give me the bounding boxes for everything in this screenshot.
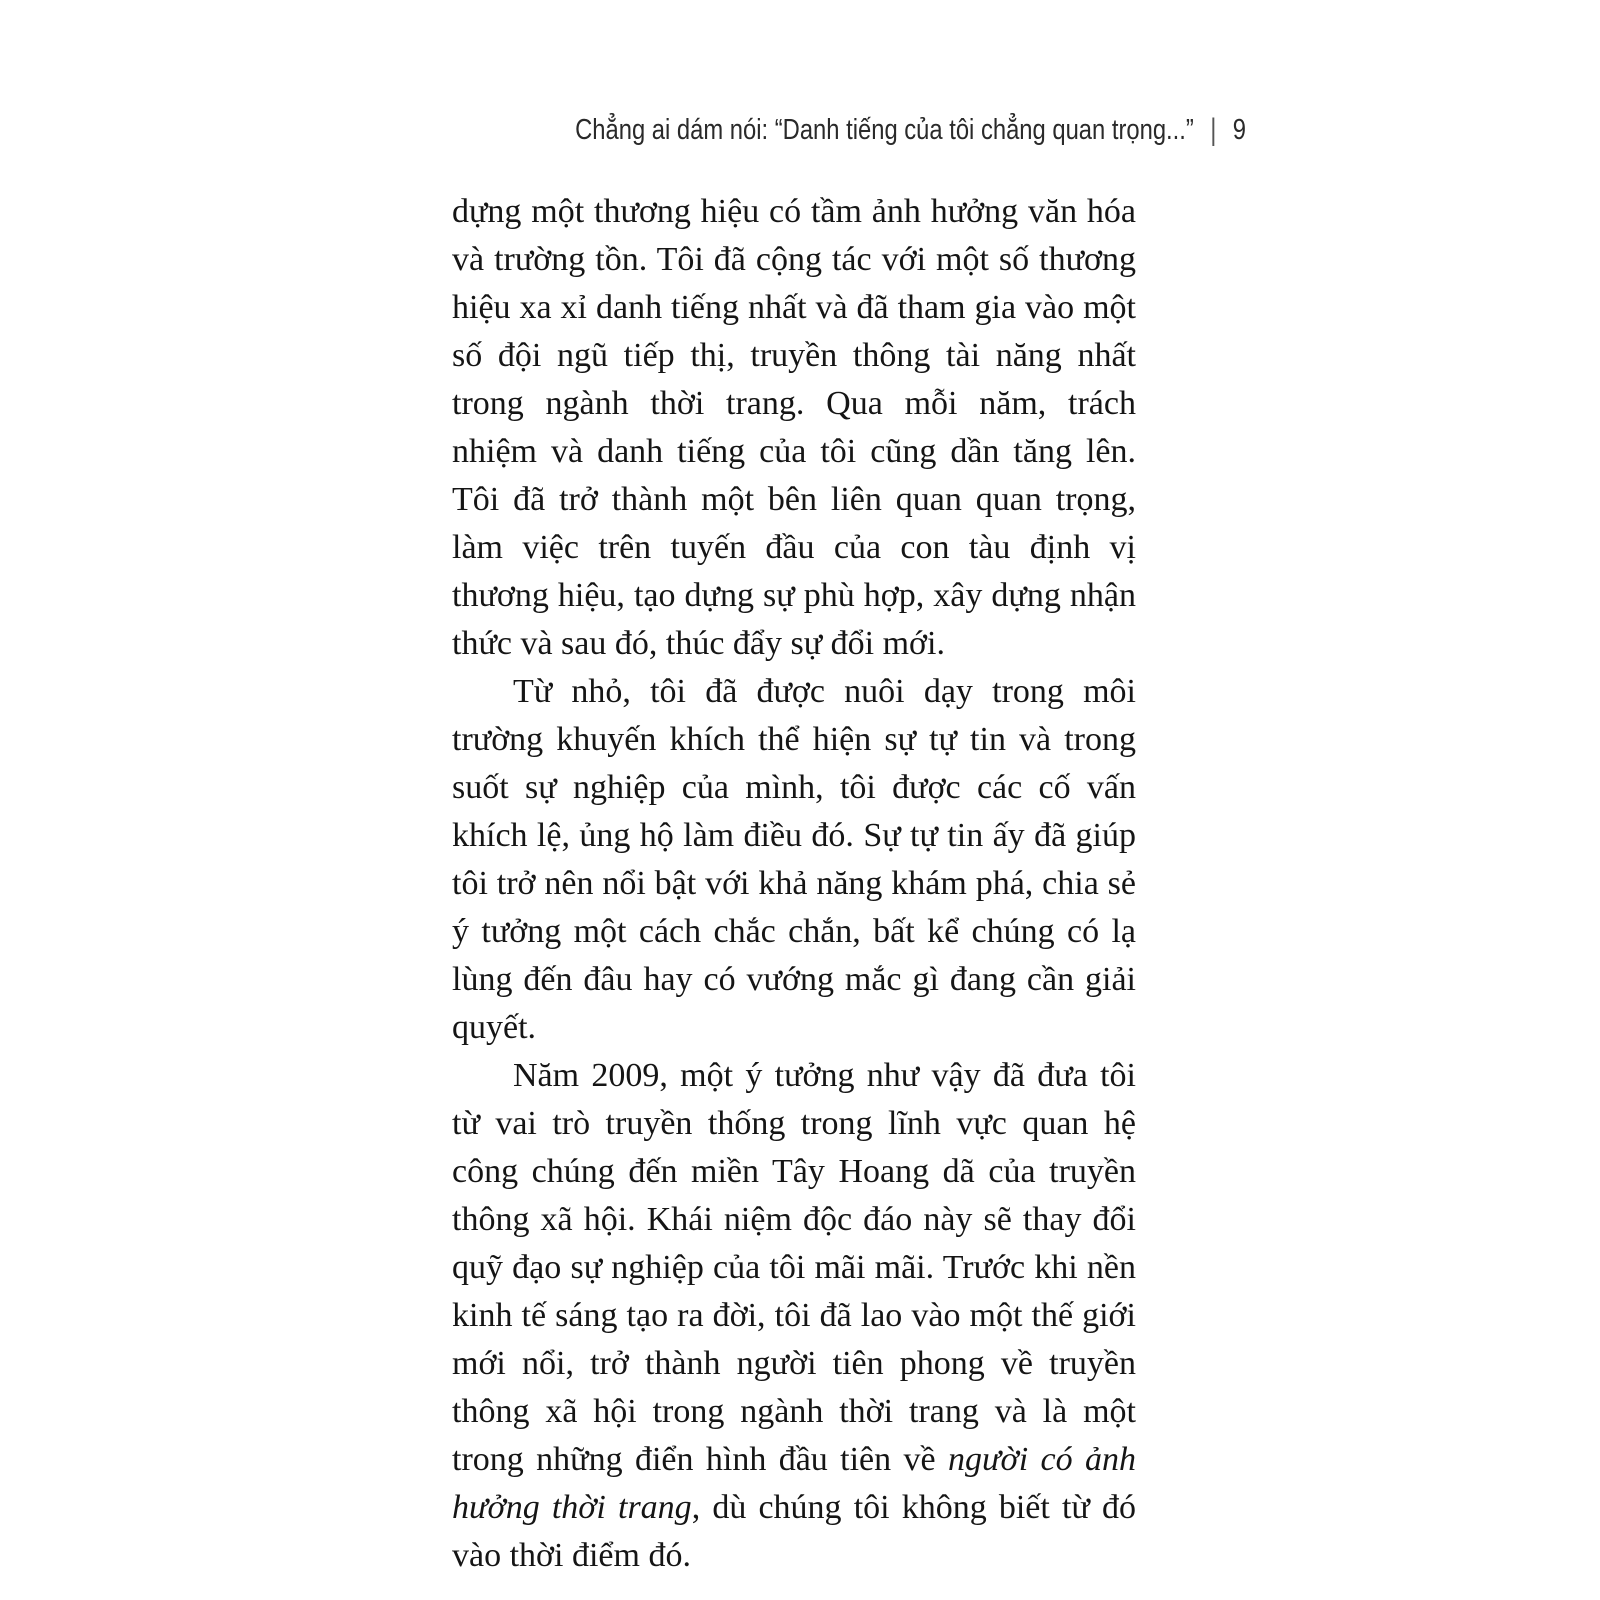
running-header (575, 110, 1247, 150)
running-header-title: Chẳng ai dám nói: “Danh tiếng của tôi chẳng quan trọng...” (575, 114, 1194, 146)
paragraph-3-italic-term: người có ảnh hưởng thời trang (452, 1441, 1136, 1526)
paragraph-3-text-after: , dù chúng tôi không biết từ đó vào thời điểm đó. (452, 1489, 1137, 1574)
page-number: 9 (1232, 114, 1247, 146)
page-body (452, 188, 1136, 1580)
page-content (452, 110, 1247, 1580)
paragraph-2: Từ nhỏ, tôi đã được nuôi dạy trong môi trường khuyến khích thể hiện sự tự tin và trong suốt sự nghiệp của mình, tôi được các cố vấn khích lệ, ủng hộ làm điều đó. Sự tự tin ấy đã giúp tôi trở nên nổi bật với khả năng khám phá, chia sẻ ý tưởng một cách chắc chắn, bất kể chúng có lạ lùng đến đâu hay có vướng mắc gì đang cần giải quyết. (452, 673, 1136, 1046)
paragraph-3-text-before: Năm 2009, một ý tưởng như vậy đã đưa tôi từ vai trò truyền thống trong lĩnh vực quan hệ công chúng đến miền Tây Hoang dã của truyền thông xã hội. Khái niệm độc đáo này sẽ thay đổi quỹ đạo sự nghiệp của tôi mãi mãi. Trước khi nền kinh tế sáng tạo ra đời, tôi đã lao vào một thế giới mới nổi, trở thành người tiên phong về truyền thông xã hội trong ngành thời trang và là một trong những điển hình đầu tiên về (452, 1057, 1136, 1478)
header-separator: | (1210, 113, 1217, 147)
paragraph-1: dựng một thương hiệu có tầm ảnh hưởng văn hóa và trường tồn. Tôi đã cộng tác với một số thương hiệu xa xỉ danh tiếng nhất và đã tham gia vào một số đội ngũ tiếp thị, truyền thông tài năng nhất trong ngành thời trang. Qua mỗi năm, trách nhiệm và danh tiếng của tôi cũng dần tăng lên. Tôi đã trở thành một bên liên quan quan trọng, làm việc trên tuyến đầu của con tàu định vị thương hiệu, tạo dựng sự phù hợp, xây dựng nhận thức và sau đó, thúc đẩy sự đổi mới. (452, 193, 1136, 662)
paragraph-3 (452, 1052, 1136, 1580)
